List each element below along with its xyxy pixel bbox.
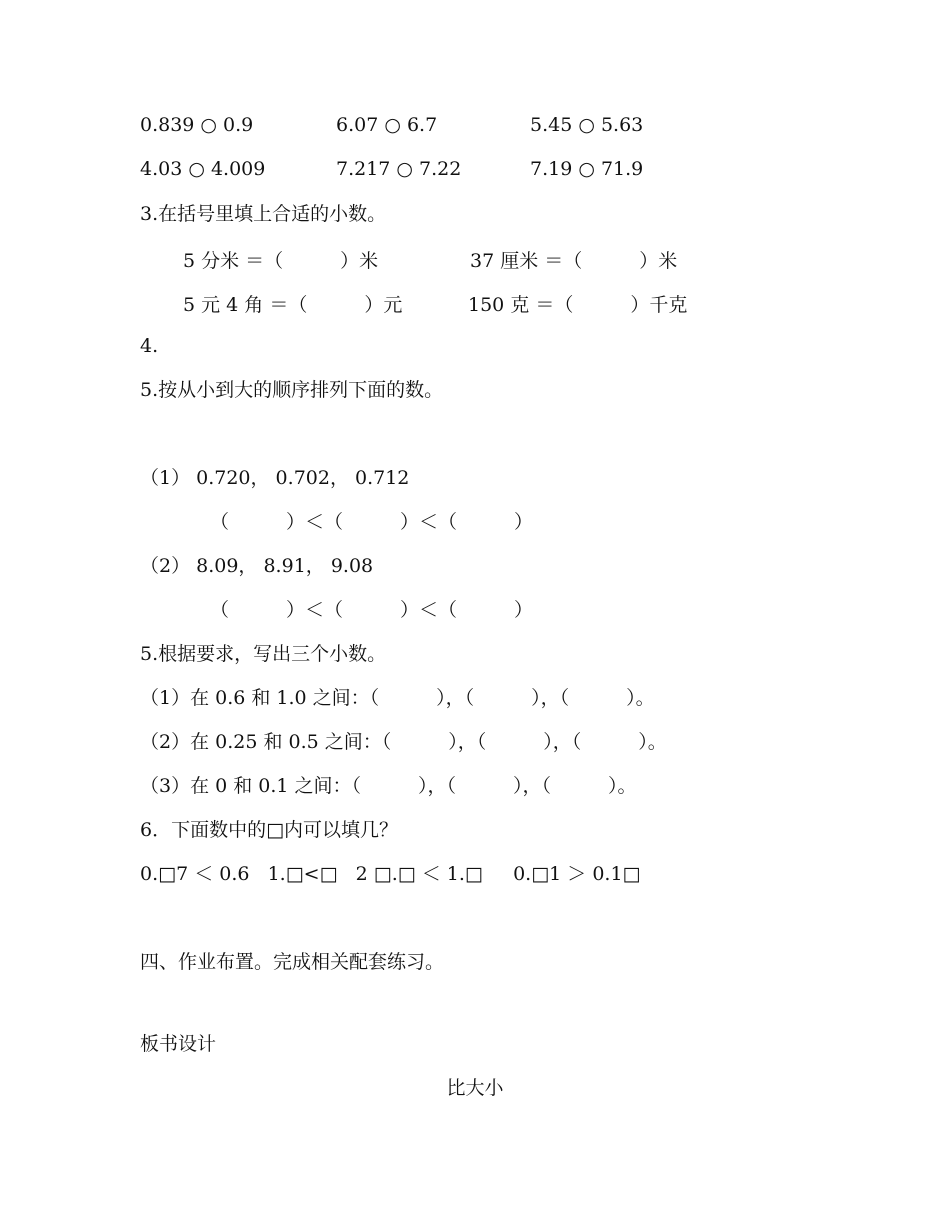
conversion-item: 150 克 ＝（ ）千克 <box>468 294 688 316</box>
compare-item: 7.19 ○ 71.9 <box>530 158 644 180</box>
conversion-item: 37 厘米 ＝（ ）米 <box>470 250 678 272</box>
ordering-blanks: （ ）＜（ ）＜（ ） <box>210 511 534 533</box>
compare-item: 0.839 ○ 0.9 <box>140 114 254 136</box>
decimal-range-item: （1）在 0.6 和 1.0 之间：（ ），（ ），（ ）。 <box>140 687 655 709</box>
conversion-item: 5 分米 ＝（ ）米 <box>183 250 379 272</box>
compare-item: 4.03 ○ 4.009 <box>140 158 266 180</box>
ordering-numbers: （1） 0.720， 0.702， 0.712 <box>140 467 410 489</box>
compare-item: 7.217 ○ 7.22 <box>336 158 462 180</box>
question-6-title: 6．下面数中的□内可以填几？ <box>140 819 399 841</box>
question-3-title: 3.在括号里填上合适的小数。 <box>140 203 387 225</box>
question-5-ordering-title: 5.按从小到大的顺序排列下面的数。 <box>140 379 444 401</box>
question-5-decimals-title: 5.根据要求，写出三个小数。 <box>140 643 387 665</box>
decimal-range-item: （2）在 0.25 和 0.5 之间：（ ），（ ），（ ）。 <box>140 731 667 753</box>
conversion-item: 5 元 4 角 ＝（ ）元 <box>183 294 403 316</box>
board-design-label: 板书设计 <box>140 1033 217 1055</box>
decimal-range-item: （3）在 0 和 0.1 之间：（ ），（ ），（ ）。 <box>140 775 637 797</box>
ordering-numbers: （2） 8.09， 8.91， 9.08 <box>140 555 374 577</box>
homework-section: 四、作业布置。完成相关配套练习。 <box>140 951 445 973</box>
compare-item: 5.45 ○ 5.63 <box>530 114 644 136</box>
ordering-blanks: （ ）＜（ ）＜（ ） <box>210 599 534 621</box>
board-title: 比大小 <box>446 1077 504 1099</box>
fill-box-line: 0.□7 ＜ 0.6 1.□<□ 2 □.□ ＜ 1.□ 0.□1 ＞ 0.1□ <box>140 863 641 885</box>
question-4-title: 4. <box>140 335 159 357</box>
compare-item: 6.07 ○ 6.7 <box>336 114 438 136</box>
